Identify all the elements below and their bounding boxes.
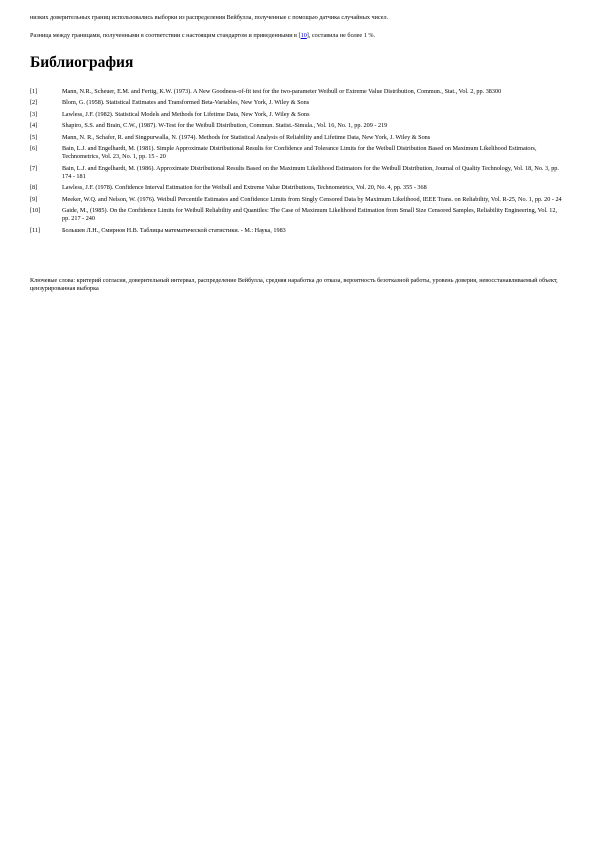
accuracy-paragraph [30, 32, 565, 40]
reference-number: [6] [30, 144, 38, 152]
reference-text: Bain, L.J. and Engelhardt, M. (1986). Approximate Distributional Results Based on the Maximum Likelihood Estimators for the Weibull Distribution, Journal of Quality Technology, Vol. 18, No. 3, pp. 174 - 181 [62, 164, 559, 180]
keywords-paragraph: Ключевые слова: критерий согласия, доверительный интервал, распределение Вейбулла, средняя наработка до отказа, вероятность безотказной работы, уровень доверия, невосстанавливаемый объект, цензурированная выборка [30, 276, 558, 293]
reference-item [30, 184, 565, 192]
reference-text: Gaide, M., (1985). On the Confidence Limits for Weibull Reliability and Quantiles: The Case of Maximum Likelihood Estimation from Small Size Censored Samples, Reliability Engineering, Vol. 12, pp. 217 - 240 [62, 206, 557, 223]
reference-item [30, 111, 565, 119]
reference-text: Blom, G. (1958). Statistical Estimates and Transformed Beta-Variables, New York, J. Wiley & Sons [62, 99, 310, 107]
reference-item [30, 165, 565, 181]
reference-item [30, 196, 565, 204]
reference-number: [11] [30, 226, 41, 234]
reference-text: Lawless, J.F. (1982). Statistical Models and Methods for Lifetime Data, New York, J. Wiley & Sons [62, 110, 310, 118]
reference-list [30, 88, 565, 235]
reference-item [30, 227, 565, 235]
reference-text: Shapiro, S.S. and Brain, C.W., (1987). W-Test for the Weibull Distribution, Commun. Statist.-Simula., Vol. 16, No. 1, pp. 209 - 219 [62, 122, 388, 130]
bibliography-heading: Библиография [30, 54, 134, 71]
reference-text: Mann, N.R., Scheuer, E.M. and Fertig, K.W. (1973). A New Goodness-of-fit test for the two-parameter Weibull or Extreme Value Distribution, Commun., Stat., Vol. 2, pp. 38300 [62, 88, 502, 95]
reference-item [30, 88, 565, 96]
intro-paragraph: низких доверительных границ использовались выборки из распределения Вейбулла, полученные с помощью датчика случайных чисел. [30, 14, 389, 21]
reference-number: [1] [30, 88, 38, 95]
reference-item [30, 134, 565, 142]
reference-text: Bain, L.J. and Engelhardt, M. (1981). Simple Approximate Distributional Results for Confidence and Tolerance Limits for the Weibull Distribution Based on Maximum Likelihood Estimators, Technometrics, Vol. 23, No. 1, pp. 15 - 20 [62, 144, 537, 161]
reference-number: [5] [30, 133, 38, 141]
reference-number: [3] [30, 110, 38, 118]
accuracy-text-after: ], составила не более 1 %. [306, 32, 376, 39]
reference-item [30, 145, 565, 161]
reference-text: Mann, N. R., Schafer, R. and Singpurwalla, N. (1974). Methods for Statistical Analysis of Reliability and Lifetime Data, New York, J. Wiley & Sons [62, 133, 431, 141]
reference-text: Большев Л.Н., Смирнов Н.В. Таблицы математической статистики. - М.: Наука, 1983 [62, 226, 286, 234]
reference-number: [8] [30, 184, 38, 192]
reference-number: [2] [30, 99, 38, 107]
reference-item [30, 99, 565, 107]
reference-number: [4] [30, 122, 38, 130]
reference-item [30, 122, 565, 130]
reference-link-10[interactable]: 10 [300, 32, 307, 39]
accuracy-text-before: Разница между границами, полученными в соответствии с настоящим стандартом и приведенными в [ [30, 32, 301, 39]
reference-text: Meeker, W.Q. and Nelson, W. (1976). Weibull Percentile Estimates and Confidence Limits from Singly Censored Data by Maximum Likelihood, IEEE Trans. on Reliability, Vol. R-25, No. 1, pp. 20 - 24 [62, 195, 562, 203]
document-page [30, 14, 565, 300]
reference-number: [7] [30, 164, 38, 172]
reference-item [30, 207, 565, 223]
reference-number: [10] [30, 206, 41, 214]
reference-number: [9] [30, 195, 38, 203]
reference-text: Lawless, J.F. (1978). Confidence Interval Estimation for the Weibull and Extreme Value Distributions, Technometrics, Vol. 20, No. 4, pp. 355 - 368 [62, 184, 427, 192]
